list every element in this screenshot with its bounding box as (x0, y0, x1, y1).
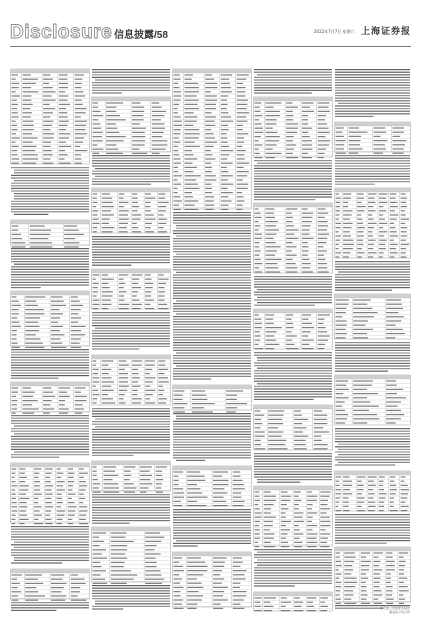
newspaper-name: 上海证券报 (360, 27, 411, 37)
section-wordmark: Disclosure (10, 22, 113, 43)
column-3-content (172, 67, 252, 613)
page-footer (330, 606, 410, 614)
column-2 (91, 67, 171, 613)
footer-line-2: 请关注公司公告 (388, 610, 410, 614)
column-5 (334, 67, 411, 613)
data-table (335, 471, 411, 511)
text-paragraph (11, 526, 89, 564)
issue-date: 2022年7月7日 星期六 (314, 29, 355, 34)
data-table (254, 97, 333, 158)
text-paragraph (254, 69, 332, 94)
data-table (11, 291, 90, 348)
text-paragraph (11, 349, 89, 379)
data-table (335, 122, 411, 154)
text-paragraph (92, 494, 170, 524)
text-paragraph (335, 69, 410, 117)
text-paragraph (11, 602, 89, 611)
text-paragraph (254, 352, 332, 400)
data-table (173, 552, 252, 609)
text-paragraph (254, 453, 332, 483)
data-table (254, 405, 333, 450)
text-paragraph (254, 160, 332, 200)
text-paragraph (11, 415, 89, 458)
column-2-content (91, 67, 171, 613)
text-paragraph (92, 236, 170, 266)
data-table (335, 294, 411, 339)
data-table (92, 269, 171, 309)
data-table (11, 569, 90, 601)
data-table (11, 69, 90, 164)
data-table (173, 466, 252, 506)
data-table (335, 375, 411, 425)
page-number: /58 (154, 30, 168, 41)
text-paragraph (335, 428, 410, 466)
text-paragraph (11, 248, 89, 288)
text-paragraph (92, 408, 170, 456)
data-table (173, 69, 252, 210)
text-paragraph (335, 514, 410, 544)
text-paragraph (92, 585, 170, 610)
column-3 (172, 67, 252, 613)
text-paragraph (173, 413, 251, 461)
data-table (335, 547, 411, 604)
masthead-rule (10, 46, 411, 47)
data-table (92, 97, 171, 154)
disclosure-body (10, 67, 411, 613)
text-paragraph (335, 261, 410, 291)
text-paragraph (92, 312, 170, 350)
text-paragraph (173, 509, 251, 547)
footer-line-1: 关于此公告的更多信息 (379, 606, 410, 610)
column-1-content (10, 67, 90, 613)
data-table (335, 188, 411, 258)
data-table (11, 382, 90, 414)
text-paragraph (92, 69, 170, 94)
column-1 (10, 67, 90, 613)
data-table (92, 188, 171, 233)
data-table (254, 592, 333, 611)
text-paragraph (254, 549, 332, 587)
column-5-content (334, 67, 411, 613)
text-paragraph (92, 155, 170, 185)
section-title (114, 26, 168, 41)
text-paragraph (335, 155, 410, 185)
section-title-cn: 信息披露 (114, 30, 154, 41)
masthead (10, 22, 411, 44)
data-table (173, 385, 252, 413)
text-paragraph (254, 276, 332, 306)
data-table (254, 309, 333, 349)
data-table (254, 203, 333, 273)
column-4-content (253, 67, 333, 613)
data-table (92, 527, 171, 584)
data-table (11, 220, 90, 248)
text-paragraph (173, 212, 251, 380)
data-table (254, 486, 333, 547)
text-paragraph (11, 167, 89, 215)
data-table (92, 461, 171, 493)
column-4 (253, 67, 333, 613)
data-table (11, 463, 90, 524)
data-table (92, 355, 171, 405)
text-paragraph (335, 342, 410, 372)
